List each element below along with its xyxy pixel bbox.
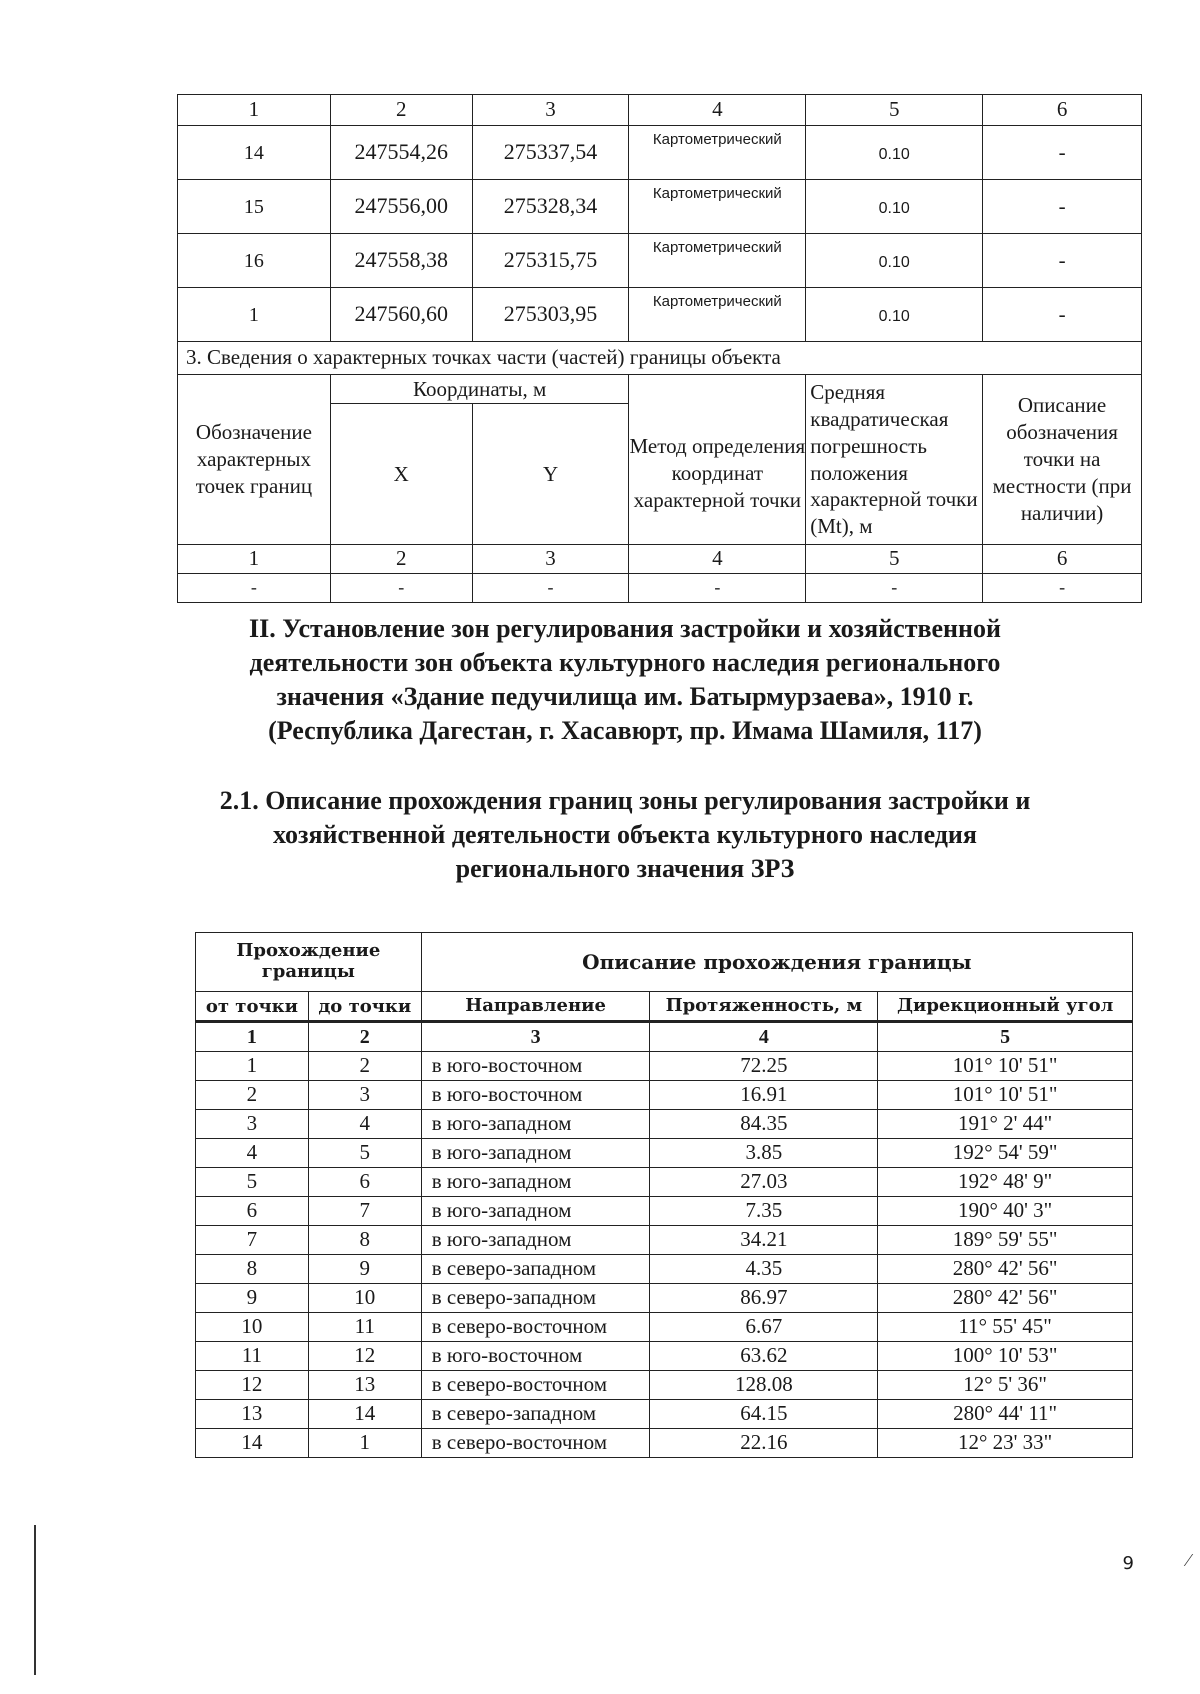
heading-line: II. Установление зон регулирования застройки и хозяйственной xyxy=(249,614,1001,643)
heading-line: 2.1. Описание прохождения границ зоны регулирования застройки и xyxy=(219,786,1031,815)
length-cell: 84.35 xyxy=(650,1110,878,1139)
direction-cell: в северо-восточном xyxy=(421,1313,650,1342)
length-cell: 7.35 xyxy=(650,1197,878,1226)
x-cell: 247558,38 xyxy=(330,234,472,288)
angle-cell: 280° 42' 56" xyxy=(878,1284,1133,1313)
section-2-1-heading xyxy=(150,784,1100,886)
column-number: 1 xyxy=(196,1022,309,1052)
angle-cell: 280° 44' 11" xyxy=(878,1400,1133,1429)
to-cell: 13 xyxy=(308,1371,421,1400)
direction-cell: в юго-западном xyxy=(421,1168,650,1197)
column-number: 6 xyxy=(983,95,1142,126)
empty-cell: - xyxy=(629,574,806,603)
column-number: 4 xyxy=(629,545,806,574)
to-cell: 6 xyxy=(308,1168,421,1197)
direction-cell: в юго-западном xyxy=(421,1197,650,1226)
mt-cell: 0.10 xyxy=(806,234,983,288)
head-angle: Дирекционный угол xyxy=(878,992,1133,1022)
col-mt-header: Средняя квадратическая погрешность положения характерной точки (Mt), м xyxy=(806,375,983,545)
header-number-row xyxy=(178,95,1142,126)
direction-cell: в северо-восточном xyxy=(421,1371,650,1400)
angle-cell: 191° 2' 44" xyxy=(878,1110,1133,1139)
head-description: Описание прохождения границы xyxy=(421,933,1132,992)
heading-line: (Республика Дагестан, г. Хасавюрт, пр. Имама Шамиля, 117) xyxy=(268,716,982,745)
table-row xyxy=(196,1168,1133,1197)
angle-cell: 190° 40' 3" xyxy=(878,1197,1133,1226)
heading-line: регионального значения ЗРЗ xyxy=(455,854,795,883)
table-row xyxy=(196,1284,1133,1313)
direction-cell: в юго-восточном xyxy=(421,1052,650,1081)
x-cell: 247554,26 xyxy=(330,126,472,180)
direction-cell: в северо-западном xyxy=(421,1284,650,1313)
table-row xyxy=(196,1371,1133,1400)
section-ii-heading xyxy=(150,612,1100,748)
direction-cell: в юго-западном xyxy=(421,1110,650,1139)
x-cell: 247556,00 xyxy=(330,180,472,234)
footer-number-row xyxy=(178,545,1142,574)
length-cell: 27.03 xyxy=(650,1168,878,1197)
angle-cell: 189° 59' 55" xyxy=(878,1226,1133,1255)
direction-cell: в северо-западном xyxy=(421,1400,650,1429)
table-row xyxy=(196,1110,1133,1139)
scan-artifact-line xyxy=(34,1525,36,1675)
table-row xyxy=(196,1342,1133,1371)
length-cell: 72.25 xyxy=(650,1052,878,1081)
table-row xyxy=(196,1226,1133,1255)
length-cell: 34.21 xyxy=(650,1226,878,1255)
length-cell: 3.85 xyxy=(650,1139,878,1168)
from-cell: 10 xyxy=(196,1313,309,1342)
table-row xyxy=(196,1429,1133,1458)
angle-cell: 12° 23' 33" xyxy=(878,1429,1133,1458)
to-cell: 1 xyxy=(308,1429,421,1458)
to-cell: 12 xyxy=(308,1342,421,1371)
table-row xyxy=(196,1052,1133,1081)
length-cell: 22.16 xyxy=(650,1429,878,1458)
table-row xyxy=(178,234,1142,288)
from-cell: 11 xyxy=(196,1342,309,1371)
head-length: Протяженность, м xyxy=(650,992,878,1022)
table-row xyxy=(196,1313,1133,1342)
method-cell: Картометрический xyxy=(629,180,806,234)
direction-cell: в юго-западном xyxy=(421,1226,650,1255)
table-row xyxy=(196,1139,1133,1168)
table-row xyxy=(178,288,1142,342)
from-cell: 3 xyxy=(196,1110,309,1139)
y-cell: 275303,95 xyxy=(472,288,629,342)
table-row xyxy=(196,1400,1133,1429)
empty-cell: - xyxy=(472,574,629,603)
heading-line: значения «Здание педучилища им. Батырмурзаева», 1910 г. xyxy=(276,682,974,711)
length-cell: 16.91 xyxy=(650,1081,878,1110)
column-number: 4 xyxy=(650,1022,878,1052)
point-cell: 16 xyxy=(178,234,331,288)
table-row xyxy=(196,1197,1133,1226)
to-cell: 5 xyxy=(308,1139,421,1168)
table-row xyxy=(178,126,1142,180)
col-method-header: Метод определения координат характерной точки xyxy=(629,375,806,545)
angle-cell: 12° 5' 36" xyxy=(878,1371,1133,1400)
from-cell: 12 xyxy=(196,1371,309,1400)
desc-cell: - xyxy=(983,234,1142,288)
table-row xyxy=(196,1081,1133,1110)
from-cell: 14 xyxy=(196,1429,309,1458)
to-cell: 3 xyxy=(308,1081,421,1110)
column-number: 5 xyxy=(806,545,983,574)
column-number: 5 xyxy=(878,1022,1133,1052)
column-number: 6 xyxy=(983,545,1142,574)
from-cell: 8 xyxy=(196,1255,309,1284)
column-number: 2 xyxy=(330,95,472,126)
method-cell: Картометрический xyxy=(629,288,806,342)
length-cell: 63.62 xyxy=(650,1342,878,1371)
to-cell: 10 xyxy=(308,1284,421,1313)
angle-cell: 192° 54' 59" xyxy=(878,1139,1133,1168)
empty-cell: - xyxy=(806,574,983,603)
boundary-table xyxy=(195,932,1133,1458)
head-from: от точки xyxy=(196,992,309,1022)
length-cell: 86.97 xyxy=(650,1284,878,1313)
column-number: 1 xyxy=(178,545,331,574)
from-cell: 2 xyxy=(196,1081,309,1110)
method-cell: Картометрический xyxy=(629,126,806,180)
mt-cell: 0.10 xyxy=(806,288,983,342)
coordinates-table xyxy=(177,94,1142,603)
col-x-header: X xyxy=(330,404,472,545)
length-cell: 128.08 xyxy=(650,1371,878,1400)
from-cell: 9 xyxy=(196,1284,309,1313)
page-number: 9 xyxy=(1122,1553,1134,1574)
col-y-header: Y xyxy=(472,404,629,545)
from-cell: 6 xyxy=(196,1197,309,1226)
direction-cell: в юго-западном xyxy=(421,1139,650,1168)
to-cell: 7 xyxy=(308,1197,421,1226)
point-cell: 14 xyxy=(178,126,331,180)
angle-cell: 192° 48' 9" xyxy=(878,1168,1133,1197)
column-number: 3 xyxy=(472,545,629,574)
from-cell: 13 xyxy=(196,1400,309,1429)
from-cell: 5 xyxy=(196,1168,309,1197)
column-number: 3 xyxy=(421,1022,650,1052)
angle-cell: 101° 10' 51" xyxy=(878,1052,1133,1081)
angle-cell: 101° 10' 51" xyxy=(878,1081,1133,1110)
to-cell: 8 xyxy=(308,1226,421,1255)
empty-cell: - xyxy=(983,574,1142,603)
to-cell: 4 xyxy=(308,1110,421,1139)
angle-cell: 11° 55' 45" xyxy=(878,1313,1133,1342)
heading-line: деятельности зон объекта культурного наследия регионального xyxy=(249,648,1001,677)
direction-cell: в юго-восточном xyxy=(421,1342,650,1371)
table-row xyxy=(196,1255,1133,1284)
table-row xyxy=(178,180,1142,234)
column-number: 5 xyxy=(806,95,983,126)
col-coords-header: Координаты, м xyxy=(330,375,629,404)
from-cell: 1 xyxy=(196,1052,309,1081)
y-cell: 275315,75 xyxy=(472,234,629,288)
empty-row xyxy=(178,574,1142,603)
column-header-row xyxy=(178,375,1142,404)
point-cell: 1 xyxy=(178,288,331,342)
column-number: 4 xyxy=(629,95,806,126)
head-direction: Направление xyxy=(421,992,650,1022)
column-number-row xyxy=(196,1022,1133,1052)
from-cell: 4 xyxy=(196,1139,309,1168)
to-cell: 2 xyxy=(308,1052,421,1081)
to-cell: 14 xyxy=(308,1400,421,1429)
desc-cell: - xyxy=(983,180,1142,234)
method-cell: Картометрический xyxy=(629,234,806,288)
point-cell: 15 xyxy=(178,180,331,234)
direction-cell: в северо-восточном xyxy=(421,1429,650,1458)
empty-cell: - xyxy=(178,574,331,603)
head-to: до точки xyxy=(308,992,421,1022)
mt-cell: 0.10 xyxy=(806,180,983,234)
angle-cell: 280° 42' 56" xyxy=(878,1255,1133,1284)
section-title-row xyxy=(178,342,1142,375)
col-desc-header: Описание обозначения точки на местности (при наличии) xyxy=(983,375,1142,545)
to-cell: 11 xyxy=(308,1313,421,1342)
angle-cell: 100° 10' 53" xyxy=(878,1342,1133,1371)
column-number: 1 xyxy=(178,95,331,126)
x-cell: 247560,60 xyxy=(330,288,472,342)
col-points-header: Обозначение характерных точек границ xyxy=(178,375,331,545)
direction-cell: в северо-западном xyxy=(421,1255,650,1284)
column-number: 2 xyxy=(330,545,472,574)
length-cell: 64.15 xyxy=(650,1400,878,1429)
mt-cell: 0.10 xyxy=(806,126,983,180)
scan-artifact-mark: ⁄ xyxy=(1187,1550,1191,1570)
length-cell: 6.67 xyxy=(650,1313,878,1342)
direction-cell: в юго-восточном xyxy=(421,1081,650,1110)
desc-cell: - xyxy=(983,126,1142,180)
heading-line: хозяйственной деятельности объекта культурного наследия xyxy=(273,820,977,849)
from-cell: 7 xyxy=(196,1226,309,1255)
length-cell: 4.35 xyxy=(650,1255,878,1284)
header-row-top xyxy=(196,933,1133,992)
column-number: 3 xyxy=(472,95,629,126)
empty-cell: - xyxy=(330,574,472,603)
desc-cell: - xyxy=(983,288,1142,342)
y-cell: 275328,34 xyxy=(472,180,629,234)
to-cell: 9 xyxy=(308,1255,421,1284)
y-cell: 275337,54 xyxy=(472,126,629,180)
head-passage: Прохождение границы xyxy=(196,933,422,992)
section-title: 3. Сведения о характерных точках части (частей) границы объекта xyxy=(178,342,1142,375)
column-number: 2 xyxy=(308,1022,421,1052)
